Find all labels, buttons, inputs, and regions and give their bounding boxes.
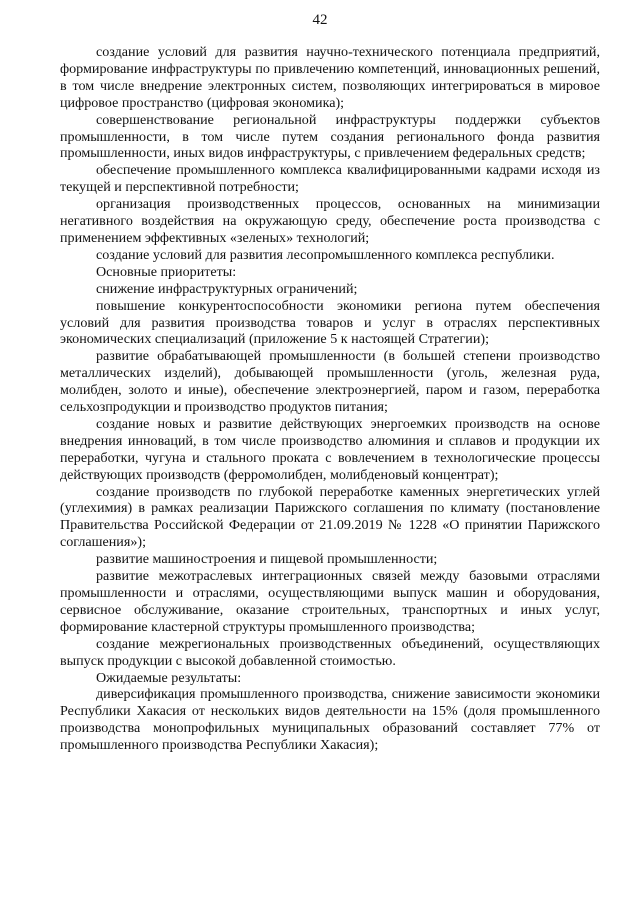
paragraph-12: развитие машиностроения и пищевой промышленности;: [96, 551, 438, 568]
priorities-heading: Основные приоритеты:: [96, 263, 237, 280]
paragraph-8: повышение конкурентоспособности экономики региона путем обеспечения условий для развития производства товаров и услуг в отраслях перспективных экономических специализаций (приложение 5 к настоящей Стратегии);: [60, 297, 600, 348]
paragraph-16: диверсификация промышленного производства, снижение зависимости экономики Республики Хакасия от нескольких видов деятельности на 15% (доля промышленного производства монопрофильных муниципальных образований составляет 77% от промышленного производства Республики Хакасия);: [60, 686, 600, 754]
paragraph-3: обеспечение промышленного комплекса квалифицированными кадрами исходя из текущей и перспективной потребности;: [60, 162, 600, 196]
paragraph-4: организация производственных процессов, основанных на минимизации негативного воздействия на окружающую среду, обеспечение роста производства с применением эффективных «зеленых» технологий;: [60, 196, 600, 246]
paragraph-13: развитие межотраслевых интеграционных связей между базовыми отраслями промышленности и отраслями, осуществляющими выпуск машин и оборудования, сервисное обслуживание, оказание строительных, транспортных и иных услуг, формирование кластерной структуры промышленного производства;: [60, 568, 600, 635]
page-number: 42: [312, 12, 328, 28]
paragraph-11: создание производств по глубокой переработке каменных энергетических углей (углехимия) в рамках реализации Парижского соглашения по климату (постановление Правительства Российской Федерации от 21.09.2019 № 1228 «О принятии Парижского соглашения»);: [60, 483, 600, 551]
paragraph-9: развитие обрабатывающей промышленности (в большей степени производство металлических изделий), добывающей промышленности (уголь, железная руда, молибден, золото и иные), обеспечение электроэнергией, паром и газом, переработка сельхозпродукции и производство продуктов питания;: [60, 348, 600, 416]
paragraph-14: создание межрегиональных производственных объединений, осуществляющих выпуск продукции с высокой добавленной стоимостью.: [60, 635, 600, 669]
paragraph-2: совершенствование региональной инфраструктуры поддержки субъектов промышленности, в том числе путем создания регионального фонда развития промышленности, иных видов инфраструктуры, с привлечением федеральных средств;: [60, 111, 600, 162]
paragraph-10: создание новых и развитие действующих энергоемких производств на основе внедрения инноваций, в том числе производство алюминия и сплавов и продукции их переработки, чугуна и стального проката с вовлечением в технологические процессы действующих производств (ферромолибден, молибденовый концентрат);: [60, 415, 600, 483]
paragraph-7: снижение инфраструктурных ограничений;: [96, 280, 358, 297]
paragraph-1: создание условий для развития научно-технического потенциала предприятий, формирование инфраструктуры по привлечению компетенций, инновационных решений, в том числе внедрение электронных систем, позволяющих интегрироваться в мировое цифровое пространство (цифровая экономика);: [60, 44, 600, 111]
body-text: [60, 44, 600, 754]
paragraph-5: создание условий для развития лесопромышленного комплекса республики.: [96, 246, 555, 263]
results-heading: Ожидаемые результаты:: [96, 669, 242, 686]
